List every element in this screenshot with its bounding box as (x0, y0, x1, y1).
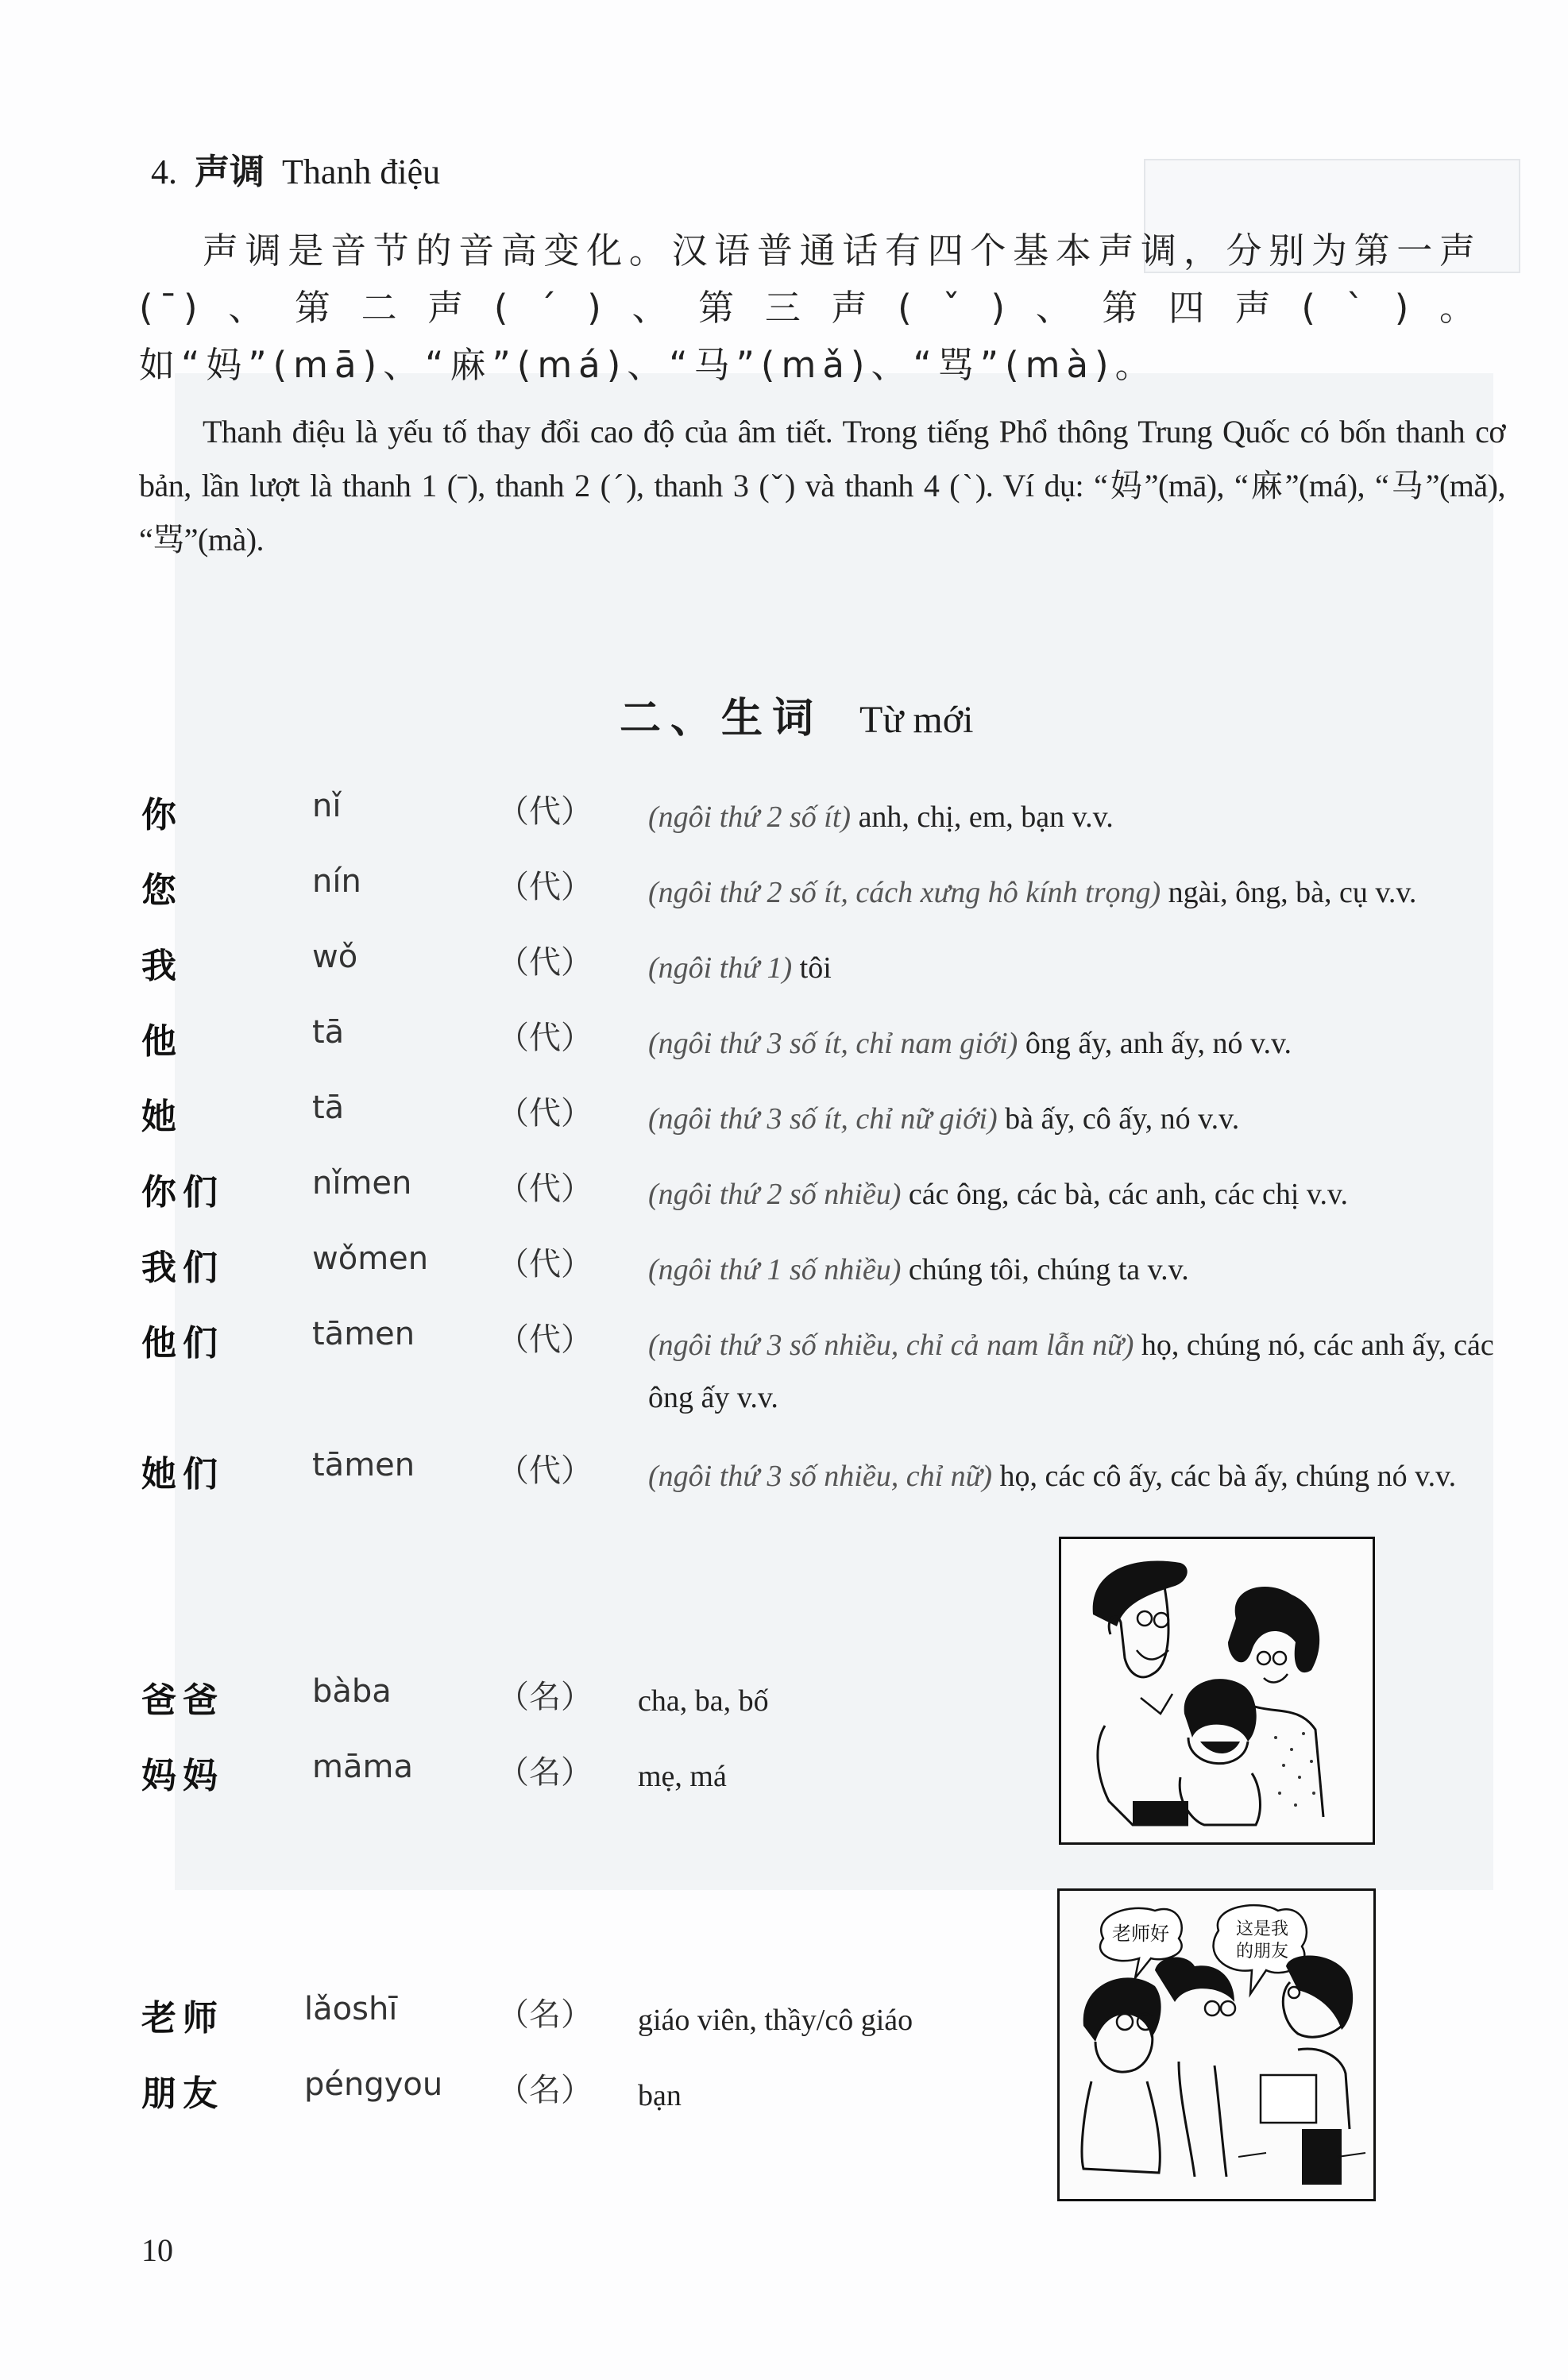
new-words-heading-vi: Từ mới (859, 699, 974, 741)
vocab-meaning-text: họ, các cô ấy, các bà ấy, chúng nó v.v. (999, 1460, 1457, 1493)
vocab-meaning (648, 1319, 1506, 1424)
vocab-pinyin: wǒmen (312, 1240, 429, 1277)
teacher-cartoon-icon (1060, 1891, 1373, 2199)
vocab-meaning-text: các ông, các bà, các anh, các chị v.v. (908, 1178, 1348, 1211)
page-number: 10 (141, 2232, 173, 2268)
bubble-right-line2: 的朋友 (1235, 1942, 1289, 1961)
vocab-pinyin: wǒ (312, 939, 358, 975)
vocab-hanzi: 她 (141, 1097, 183, 1137)
vocab-meaning-text: bà ấy, cô ấy, nó v.v. (1005, 1102, 1240, 1136)
vocab-hanzi: 我们 (141, 1248, 224, 1288)
vocab-pinyin: tāmen (312, 1447, 415, 1483)
vocab-meaning-text: giáo viên, thầy/cô giáo (638, 2004, 913, 2037)
vocab-meaning-text: bạn (638, 2079, 682, 2112)
teacher-illustration (1057, 1888, 1376, 2201)
vocab-meaning (648, 1168, 1506, 1221)
section-number: 4. (151, 152, 177, 191)
vocab-row (141, 1163, 1508, 1211)
vocab-note: (ngôi thứ 3 số ít, chỉ nữ giới) (648, 1102, 998, 1136)
vocab-note: (ngôi thứ 3 số nhiều, chỉ nữ) (648, 1460, 993, 1493)
vocab-hanzi: 他们 (141, 1323, 224, 1364)
vocab-row (141, 1013, 1508, 1060)
section-heading-zh: 声调 (195, 152, 265, 192)
vocab-note: (ngôi thứ 2 số nhiều) (648, 1178, 902, 1211)
family-cartoon-icon (1061, 1539, 1373, 1842)
vocab-part-of-speech: （名） (497, 2072, 593, 2108)
vocab-hanzi: 朋友 (141, 2073, 224, 2114)
vocab-pinyin: lǎoshī (304, 1991, 398, 2027)
vocab-part-of-speech: （代） (497, 1095, 593, 1132)
vocab-hanzi: 她们 (141, 1454, 224, 1495)
vocab-pinyin: nǐ (312, 788, 342, 824)
vocab-meaning-text: mẹ, má (638, 1760, 727, 1793)
vocab-part-of-speech: （代） (497, 1020, 593, 1056)
tone-paragraph-zh: 声调是音节的音高变化。汉语普通话有四个基本声调，分别为第一声(ˉ)、第二声(ˊ)、第三声(ˇ)、第四声(ˋ)。如“妈”(mā)、“麻”(má)、“马”(mǎ)、“骂”(mà)。 (139, 230, 1481, 386)
vocab-part-of-speech: （代） (497, 1171, 593, 1207)
vocab-row (141, 862, 1508, 909)
vocab-note: (ngôi thứ 3 số nhiều, chỉ cả nam lẫn nữ) (648, 1329, 1134, 1362)
vocab-part-of-speech: （代） (497, 869, 593, 905)
vocab-part-of-speech: （名） (497, 1679, 593, 1715)
vocab-meaning (648, 791, 1506, 843)
vocab-row (141, 937, 1508, 985)
vocab-pinyin: nǐmen (312, 1165, 412, 1202)
vocab-hanzi: 老师 (141, 1998, 224, 2039)
vocab-note: (ngôi thứ 2 số ít, cách xưng hô kính trọng) (648, 876, 1161, 909)
vocab-note: (ngôi thứ 3 số ít, chỉ nam giới) (648, 1027, 1018, 1060)
tone-section-heading (151, 143, 440, 194)
vocab-part-of-speech: （代） (497, 1246, 593, 1283)
vocab-meaning (648, 1244, 1506, 1296)
vocab-meaning-text: cha, ba, bố (638, 1684, 769, 1718)
family-illustration (1059, 1537, 1375, 1845)
vocab-pinyin: tā (312, 1090, 345, 1126)
vocab-pinyin: nín (312, 863, 361, 900)
tone-paragraph-vi: Thanh điệu là yếu tố thay đổi cao độ của âm tiết. Trong tiếng Phổ thông Trung Quốc có bốn thanh cơ bản, lần lượt là thanh 1 (ˉ), thanh 2 (ˊ), thanh 3 (ˇ) và thanh 4 (ˋ). Ví dụ: “妈”(mā), “麻”(má), “马”(mǎ), “骂”(mà). (139, 414, 1505, 557)
vocab-part-of-speech: （代） (497, 793, 593, 830)
bubble-left-text: 老师好 (1112, 1923, 1169, 1945)
vocab-meaning (648, 1017, 1506, 1070)
bubble-right-line1: 这是我 (1235, 1919, 1289, 1939)
vocab-hanzi: 妈妈 (141, 1756, 224, 1796)
vocab-hanzi: 您 (141, 870, 183, 911)
vocab-meaning (648, 1450, 1506, 1502)
vocab-part-of-speech: （代） (497, 1321, 593, 1358)
vocab-meaning-text: chúng tôi, chúng ta v.v. (908, 1253, 1189, 1286)
vocab-hanzi: 爸爸 (141, 1680, 224, 1721)
vocab-hanzi: 你 (141, 795, 183, 835)
vocab-note: (ngôi thứ 1 số nhiều) (648, 1253, 902, 1286)
vocab-hanzi: 他 (141, 1021, 183, 1062)
section-heading-vi: Thanh điệu (282, 152, 441, 191)
vocab-meaning-text: tôi (799, 951, 832, 985)
vocab-meaning-text: anh, chị, em, bạn v.v. (858, 800, 1114, 834)
vocab-hanzi: 你们 (141, 1172, 224, 1213)
vocab-part-of-speech: （名） (497, 1754, 593, 1791)
vocab-pinyin: tā (312, 1014, 345, 1051)
vocab-pinyin: tāmen (312, 1316, 415, 1352)
vocab-part-of-speech: （名） (497, 1996, 593, 2033)
vocab-row (141, 1314, 1508, 1414)
new-words-heading-zh: 二、生词 (620, 695, 824, 743)
vocab-pinyin: péngyou (304, 2066, 443, 2103)
vocab-meaning-text: họ, chúng nó, các anh ấy, các ông ấy v.v. (648, 1329, 1494, 1414)
vocab-meaning-text: ngài, ông, bà, cụ v.v. (1168, 876, 1417, 909)
vocab-meaning-text: ông ấy, anh ấy, nó v.v. (1025, 1027, 1292, 1060)
vocab-row (141, 1088, 1508, 1136)
vocab-meaning (648, 866, 1506, 919)
vocab-row (141, 1445, 1508, 1493)
vocab-hanzi: 我 (141, 946, 183, 986)
vocab-part-of-speech: （代） (497, 1452, 593, 1489)
new-words-heading (620, 685, 973, 744)
vocab-pinyin: bàba (312, 1673, 392, 1710)
vocab-part-of-speech: （代） (497, 944, 593, 981)
vocab-meaning (648, 1093, 1506, 1145)
vocab-note: (ngôi thứ 1) (648, 951, 793, 985)
vocab-meaning (648, 942, 1506, 994)
vocab-row (141, 786, 1508, 834)
vocab-row (141, 1239, 1508, 1286)
vocab-pinyin: māma (312, 1749, 413, 1785)
vocab-note: (ngôi thứ 2 số ít) (648, 800, 852, 834)
